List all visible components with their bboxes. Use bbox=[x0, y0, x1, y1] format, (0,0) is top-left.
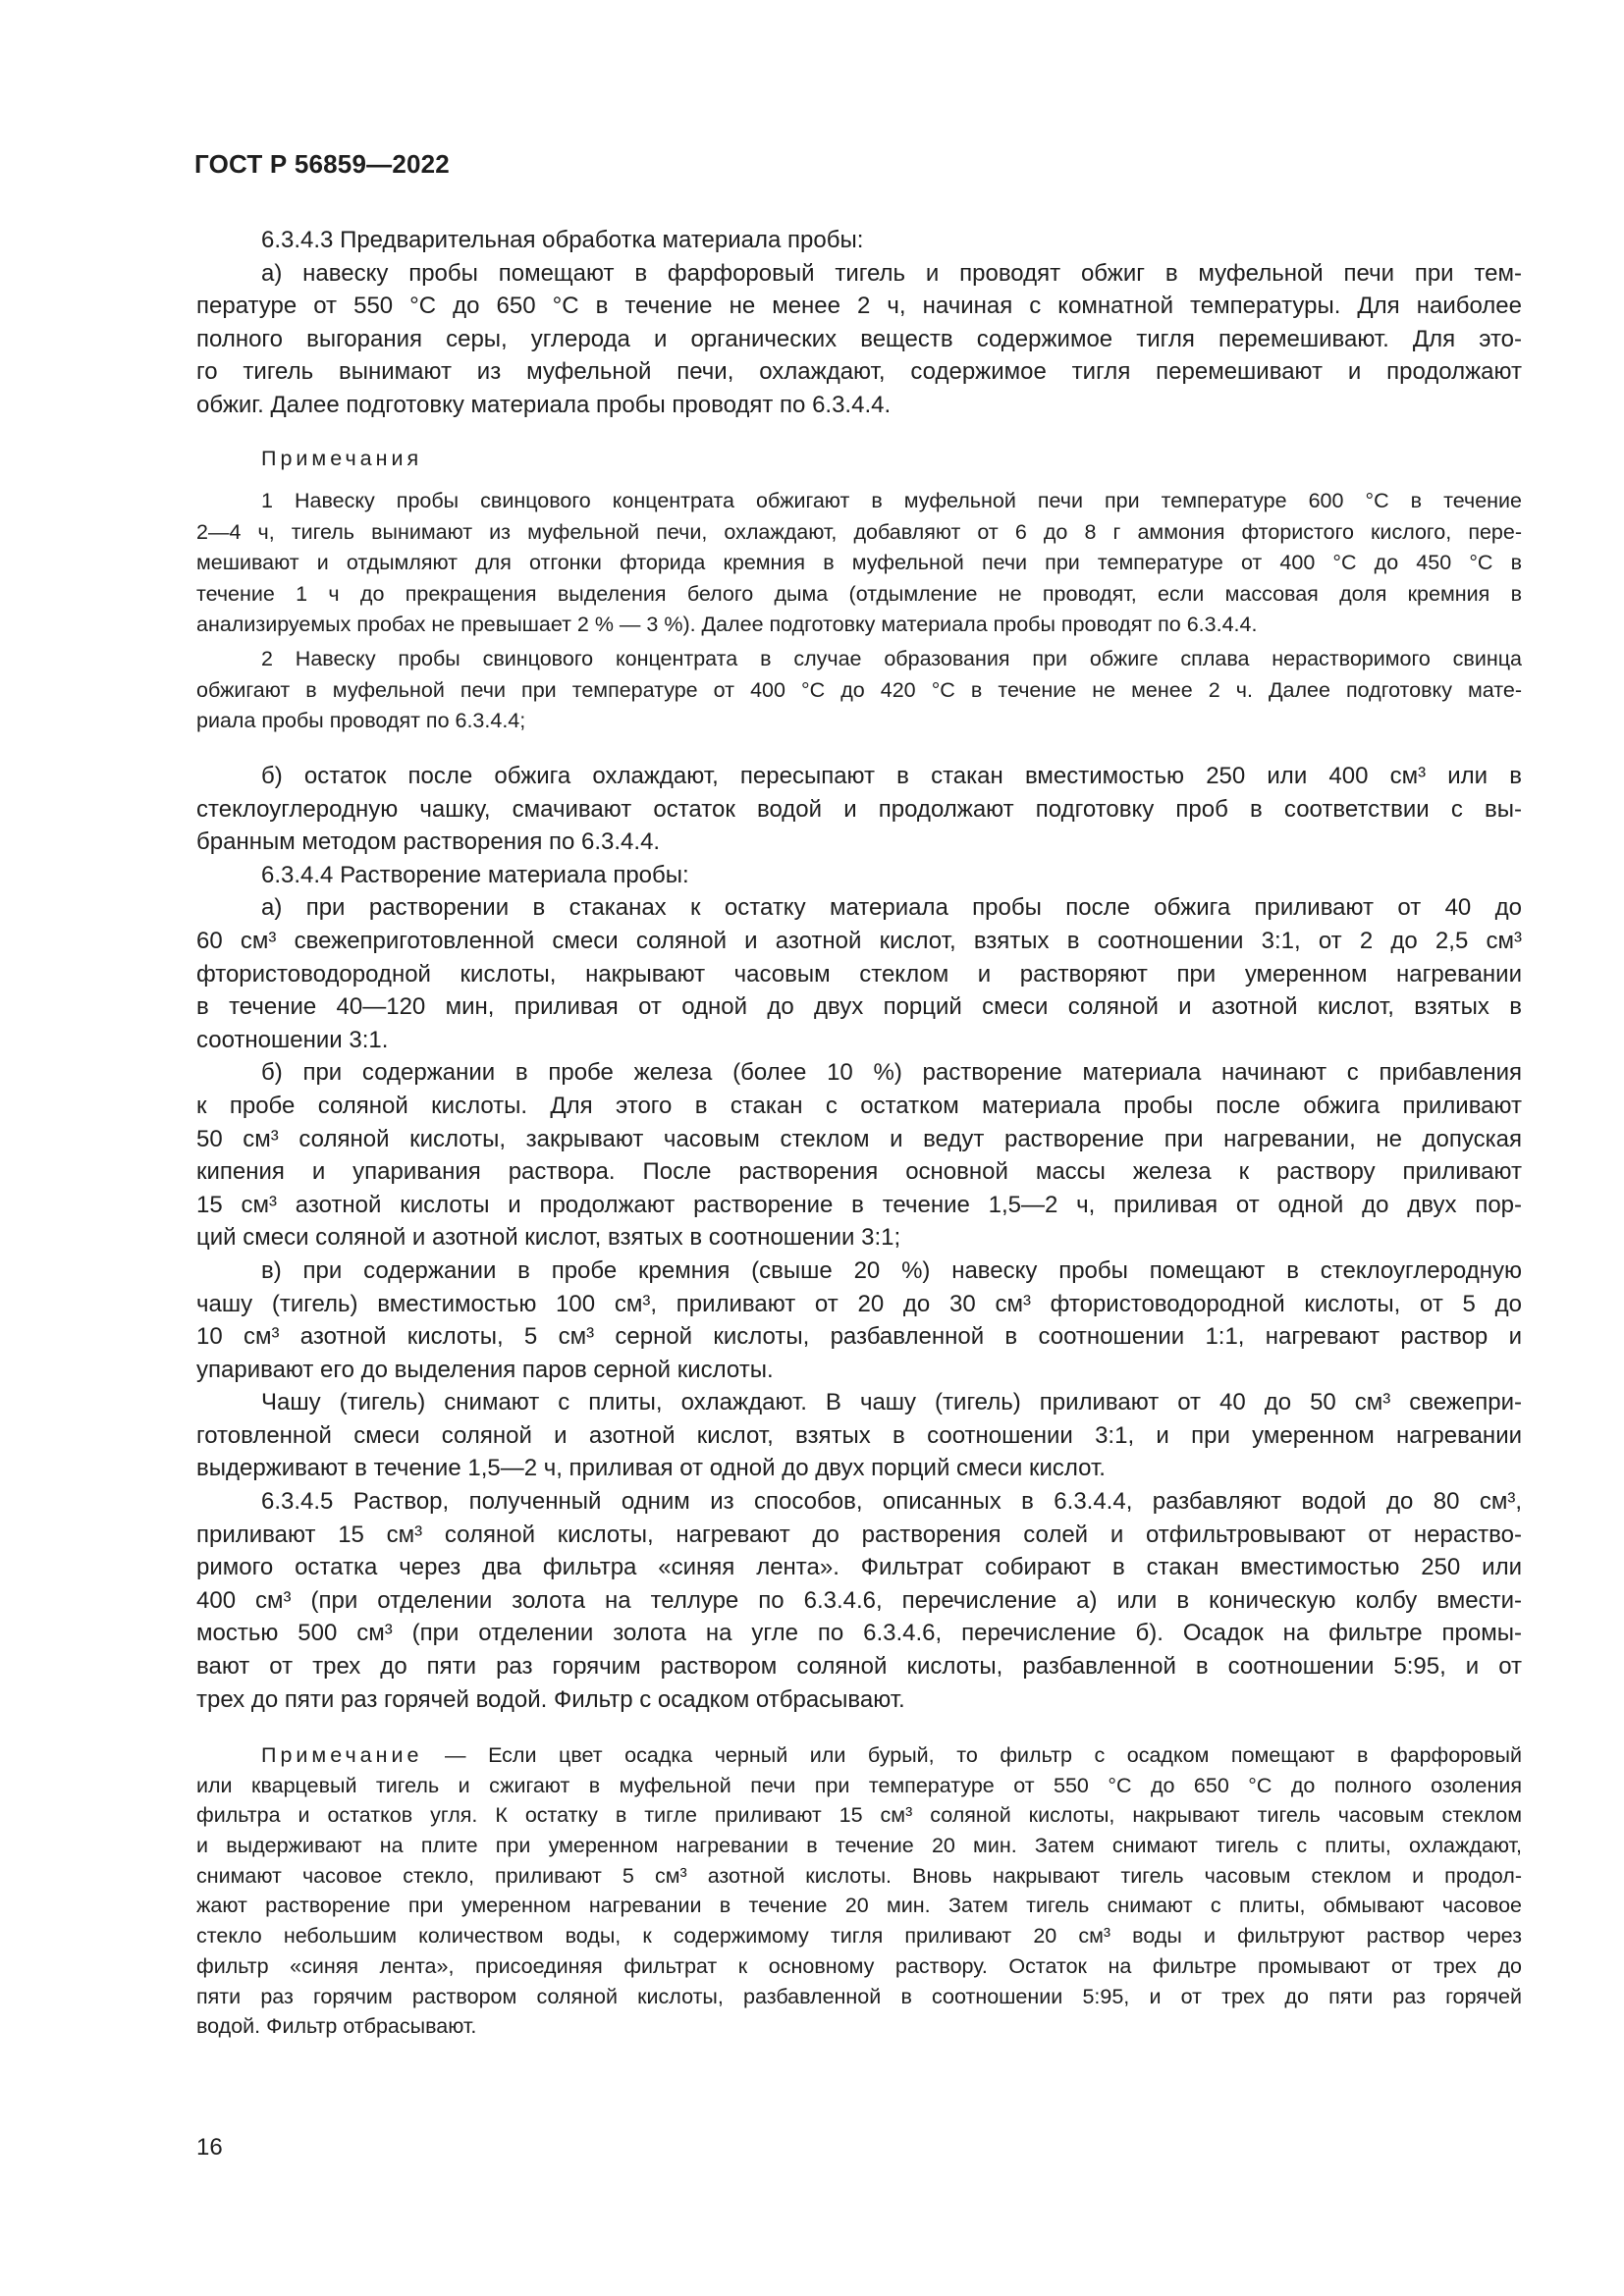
section-6-3-4-4 bbox=[196, 760, 1522, 1716]
final-note-first-line: — Если цвет осадка черный или бурый, то фильтр с осадком помещают в фарфоровый bbox=[422, 1743, 1522, 1767]
text-line: обжиг. Далее подготовку материала пробы проводят по 6.3.4.4. bbox=[196, 391, 892, 418]
text-line: 6.3.4.5 Раствор, полученный одним из способов, описанных в 6.3.4.4, разбавляют водой до 80 см³, bbox=[261, 1488, 1522, 1516]
text-line: 6.3.4.4 Растворение материала пробы: bbox=[261, 861, 689, 888]
text-line: а) навеску пробы помещают в фарфоровый тигель и проводят обжиг в муфельной печи при тем- bbox=[261, 259, 1522, 287]
text-line: 6.3.4.3 Предварительная обработка материала пробы: bbox=[261, 227, 864, 253]
text-line: 60 см³ свежеприготовленной смеси соляной и азотной кислот, взятых в соотношении 3:1, от 2 до 2,5 см³ bbox=[196, 927, 1522, 954]
final-note-line: фильтр «синяя лента», присоединяя фильтрат к основному раствору. Остаток на фильтре промывают от трех до bbox=[196, 1953, 1522, 1978]
text-line: выдерживают в течение 1,5—2 ч, приливая от одной до двух порций смеси кислот. bbox=[196, 1455, 1106, 1482]
note-1 bbox=[196, 486, 1522, 641]
paragraph bbox=[196, 760, 1522, 859]
text-line: Чашу (тигель) снимают с плиты, охлаждают. В чашу (тигель) приливают от 40 до 50 см³ свежепри- bbox=[261, 1389, 1522, 1416]
text-line: б) при содержании в пробе железа (более 10 %) растворение материала начинают с прибавления bbox=[261, 1059, 1522, 1087]
final-note-line: фильтра и остатков угля. К остатку в тигле приливают 15 см³ соляной кислоты, накрывают тигель часовым стеклом bbox=[196, 1803, 1522, 1828]
text-line: го тигель вынимают из муфельной печи, охлаждают, содержимое тигля перемешивают и продолжают bbox=[196, 358, 1522, 386]
paragraph bbox=[196, 257, 1522, 422]
text-line: 2 Навеску пробы свинцового концентрата в случае образования при обжиге сплава нерастворимого свинца bbox=[261, 647, 1522, 670]
paragraph bbox=[196, 1056, 1522, 1255]
paragraph bbox=[196, 1255, 1522, 1386]
notes-heading: Примечания bbox=[261, 447, 423, 470]
paragraph bbox=[196, 1485, 1522, 1716]
text-line: вают от трех до пяти раз горячим раствором соляной кислоты, разбавленной в соотношении 5:95, и от bbox=[196, 1653, 1522, 1681]
text-line: чашу (тигель) вместимостью 100 см³, приливают от 20 до 30 см³ фтористоводородной кислоты, от 5 до bbox=[196, 1290, 1522, 1317]
paragraph bbox=[196, 891, 1522, 1056]
text-line: 400 см³ (при отделении золота на теллуре по 6.3.4.6, перечисление а) или в коническую колбу вмести- bbox=[196, 1586, 1522, 1614]
paragraph bbox=[196, 644, 1522, 737]
paragraph bbox=[196, 486, 1522, 641]
page-number: 16 bbox=[196, 2134, 223, 2161]
text-line: 10 см³ азотной кислоты, 5 см³ серной кислоты, разбавленной в соотношении 1:1, нагревают раствор и bbox=[196, 1323, 1522, 1351]
text-line: 50 см³ соляной кислоты, закрывают часовым стеклом и ведут растворение при нагревании, не допуская bbox=[196, 1125, 1522, 1152]
final-note-line: стекло небольшим количеством воды, к содержимому тигля приливают 20 см³ воды и фильтруют раствор через bbox=[196, 1924, 1522, 1949]
text-line: фтористоводородной кислоты, накрывают часовым стеклом и растворяют при умеренном нагревании bbox=[196, 960, 1522, 988]
text-line: 15 см³ азотной кислоты и продолжают растворение в течение 1,5—2 ч, приливая от одной до двух пор- bbox=[196, 1191, 1522, 1218]
text-line: а) при растворении в стаканах к остатку материала пробы после обжига приливают от 40 до bbox=[261, 894, 1522, 922]
text-line: к пробе соляной кислоты. Для этого в стакан с остатком материала пробы после обжига приливают bbox=[196, 1092, 1522, 1119]
text-line: кипения и упаривания раствора. После растворения основной массы железа к раствору приливают bbox=[196, 1158, 1522, 1186]
text-line: римого остатка через два фильтра «синяя лента». Фильтрат собирают в стакан вместимостью 250 или bbox=[196, 1554, 1522, 1581]
text-line: течение 1 ч до прекращения выделения белого дыма (отдымление не проводят, если массовая доля кремния в bbox=[196, 581, 1522, 606]
section-6-3-4-3 bbox=[196, 224, 1522, 422]
text-line: трех до пяти раз горячей водой. Фильтр с осадком отбрасывают. bbox=[196, 1685, 905, 1713]
text-line: 2—4 ч, тигель вынимают из муфельной печи, охлаждают, добавляют от 6 до 8 г аммония фтористого кислого, пере- bbox=[196, 519, 1522, 544]
text-line: бранным методом растворения по 6.3.4.4. bbox=[196, 828, 661, 856]
text-line: пературе от 550 °С до 650 °С в течение не менее 2 ч, начиная с комнатной температуры. Для наиболее bbox=[196, 293, 1522, 320]
final-note-line bbox=[196, 1740, 1522, 1771]
text-line: риала пробы проводят по 6.3.4.4; bbox=[196, 709, 526, 733]
paragraph bbox=[196, 1386, 1522, 1485]
text-line: полного выгорания серы, углерода и органических веществ содержимое тигля перемешивают. Для это- bbox=[196, 325, 1522, 352]
final-note-line: снимают часовое стекло, приливают 5 см³ азотной кислоты. Вновь накрывают тигель часовым стеклом и продол- bbox=[196, 1863, 1522, 1888]
final-note-label: Примечание bbox=[261, 1743, 423, 1767]
final-note-line: водой. Фильтр отбрасывают. bbox=[196, 2014, 477, 2039]
document-header: ГОСТ Р 56859—2022 bbox=[194, 149, 450, 179]
text-line: в) при содержании в пробе кремния (свыше 20 %) навеску пробы помещают в стеклоуглеродную bbox=[261, 1256, 1522, 1284]
text-line: готовленной смеси соляной и азотной кислот, взятых в соотношении 3:1, и при умеренном нагревании bbox=[196, 1421, 1522, 1449]
text-line: стеклоуглеродную чашку, смачивают остаток водой и продолжают подготовку проб в соответствии с вы- bbox=[196, 795, 1522, 823]
text-line: обжигают в муфельной печи при температуре от 400 °С до 420 °С в течение не менее 2 ч. Далее подготовку мате- bbox=[196, 677, 1522, 702]
text-line: упаривают его до выделения паров серной кислоты. bbox=[196, 1356, 774, 1383]
text-line: в течение 40—120 мин, приливая от одной до двух порций смеси соляной и азотной кислот, взятых в bbox=[196, 993, 1522, 1021]
text-line: приливают 15 см³ соляной кислоты, нагревают до растворения солей и отфильтровывают от нераство- bbox=[196, 1521, 1522, 1548]
final-note-line: жают растворение при умеренном нагревании в течение 20 мин. Затем тигель снимают с плиты, обмывают часовое bbox=[196, 1894, 1522, 1918]
note-2 bbox=[196, 644, 1522, 737]
text-line: мостью 500 см³ (при отделении золота на угле по 6.3.4.6, перечисление б). Осадок на фильтре промы- bbox=[196, 1620, 1522, 1647]
paragraph bbox=[196, 859, 1522, 892]
text-line: б) остаток после обжига охлаждают, пересыпают в стакан вместимостью 250 или 400 см³ или в bbox=[261, 763, 1522, 789]
final-note-line: пяти раз горячим раствором соляной кислоты, разбавленной в соотношении 5:95, и от трех до пяти раз горячей bbox=[196, 1984, 1522, 2008]
paragraph bbox=[196, 224, 1522, 257]
text-line: анализируемых пробах не превышает 2 % — 3 %). Далее подготовку материала пробы проводят по 6.3.4.4. bbox=[196, 613, 1258, 637]
final-note-line: и выдерживают на плите при умеренном нагревании в течение 20 мин. Затем снимают тигель с плиты, охлаждают, bbox=[196, 1834, 1522, 1858]
final-note bbox=[196, 1740, 1522, 2042]
text-line: соотношении 3:1. bbox=[196, 1026, 389, 1053]
text-line: мешивают и отдымляют для отгонки фторида кремния в муфельной печи при температуре от 400 °С до 450 °С в bbox=[196, 551, 1522, 575]
text-line: ций смеси соляной и азотной кислот, взятых в соотношении 3:1; bbox=[196, 1224, 901, 1252]
text-line: 1 Навеску пробы свинцового концентрата обжигают в муфельной печи при температуре 600 °С в течение bbox=[261, 489, 1522, 512]
final-note-line: или кварцевый тигель и сжигают в муфельной печи при температуре от 550 °С до 650 °С до полного озоления bbox=[196, 1773, 1522, 1797]
